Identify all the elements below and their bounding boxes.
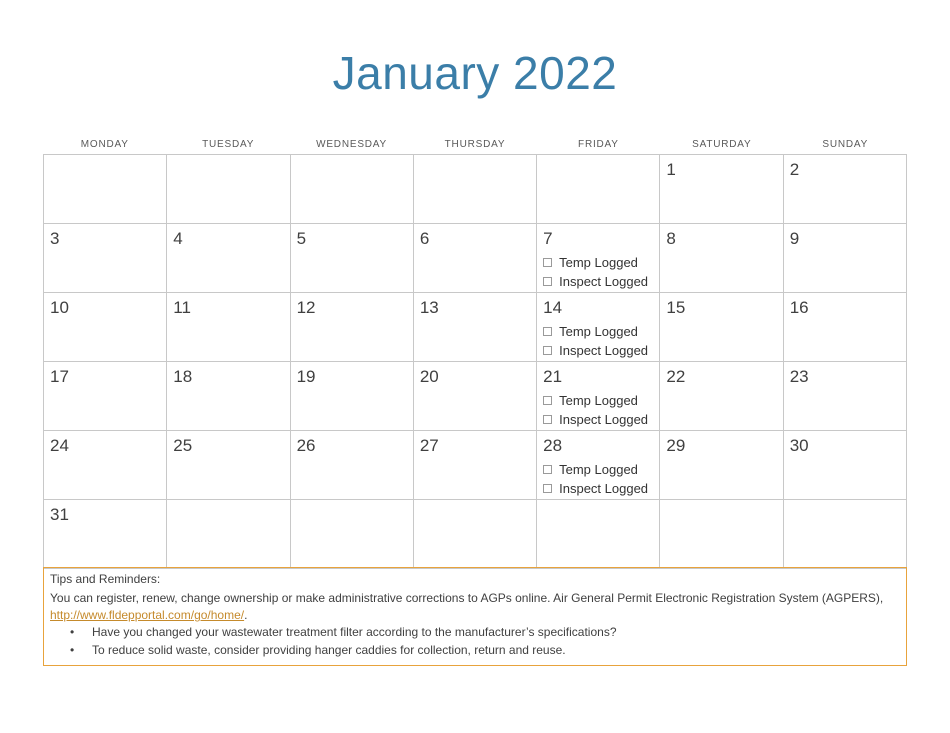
tip-text: To reduce solid waste, consider providing hanger caddies for collection, return and reuse. <box>92 643 566 657</box>
inspect-logged-label: Inspect Logged <box>559 274 649 289</box>
empty-day-cell <box>783 500 906 569</box>
day-number: 11 <box>173 298 191 317</box>
week-row <box>44 155 907 224</box>
week-row <box>44 500 907 569</box>
temp-logged-label: Temp Logged <box>559 255 638 270</box>
day-cell <box>44 362 167 431</box>
weekday-label: SATURDAY <box>692 139 752 150</box>
day-cell <box>167 293 290 362</box>
day-number: 6 <box>419 229 430 248</box>
day-cell <box>167 362 290 431</box>
day-cell <box>783 362 906 431</box>
inspect-logged-item[interactable] <box>543 410 648 429</box>
day-number: 18 <box>173 367 193 386</box>
day-cell <box>783 155 906 224</box>
week-row <box>44 293 907 362</box>
day-number: 31 <box>50 505 69 524</box>
day-cell <box>660 431 783 500</box>
log-checklist <box>543 322 648 360</box>
temp-logged-item[interactable] <box>543 460 648 479</box>
day-number: 8 <box>666 229 676 248</box>
day-cell <box>537 293 660 362</box>
checkbox-icon[interactable] <box>543 258 552 267</box>
tip-text: Have you changed your wastewater treatment filter according to the manufacturer’s specifications? <box>92 625 617 639</box>
tips-line-text: You can register, renew, change ownership or make administrative corrections to AGPs online. Air General Permit Electronic Registration System (AGPERS), <box>50 591 884 605</box>
day-number: 12 <box>296 298 316 317</box>
day-cell <box>783 431 906 500</box>
checkbox-icon[interactable] <box>543 415 552 424</box>
day-number: 27 <box>419 436 439 455</box>
empty-day-cell <box>290 500 413 569</box>
empty-day-cell <box>537 500 660 569</box>
week-row <box>44 431 907 500</box>
tips-link-suffix: . <box>244 608 248 622</box>
day-number: 14 <box>543 298 563 317</box>
day-cell <box>783 224 906 293</box>
temp-logged-item[interactable] <box>543 322 648 341</box>
week-row <box>44 224 907 293</box>
log-checklist <box>543 391 648 429</box>
temp-logged-item[interactable] <box>543 391 648 410</box>
day-number: 23 <box>789 367 809 386</box>
day-cell <box>290 293 413 362</box>
checkbox-icon[interactable] <box>543 277 552 286</box>
empty-day-cell <box>44 155 167 224</box>
inspect-logged-label: Inspect Logged <box>559 481 649 496</box>
day-cell <box>413 293 536 362</box>
day-number: 15 <box>666 298 686 317</box>
tips-box <box>43 567 907 666</box>
temp-logged-label: Temp Logged <box>559 324 638 339</box>
calendar-title: January 2022 <box>332 47 618 99</box>
temp-logged-label: Temp Logged <box>559 393 638 408</box>
checkbox-icon[interactable] <box>543 484 552 493</box>
weekday-label: WEDNESDAY <box>316 139 388 150</box>
day-number: 10 <box>50 298 69 317</box>
empty-day-cell <box>290 155 413 224</box>
day-number: 3 <box>50 229 60 248</box>
tips-text <box>50 590 900 624</box>
day-number: 24 <box>50 436 69 455</box>
day-cell <box>537 224 660 293</box>
temp-logged-label: Temp Logged <box>559 462 638 477</box>
day-cell <box>660 155 783 224</box>
bullet-icon: • <box>70 625 75 639</box>
day-cell <box>167 224 290 293</box>
day-cell <box>413 431 536 500</box>
weekday-label: SUNDAY <box>822 139 869 150</box>
day-cell <box>44 293 167 362</box>
day-cell <box>660 293 783 362</box>
inspect-logged-label: Inspect Logged <box>559 412 649 427</box>
checkbox-icon[interactable] <box>543 396 552 405</box>
weekday-label: THURSDAY <box>444 139 506 150</box>
agpers-link[interactable]: http://www.fldepportal.com/go/home/ <box>50 608 245 622</box>
day-cell <box>44 500 167 569</box>
day-number: 28 <box>543 436 563 455</box>
week-row <box>44 362 907 431</box>
empty-day-cell <box>167 500 290 569</box>
day-number: 13 <box>419 298 439 317</box>
day-number: 20 <box>419 367 439 386</box>
day-cell <box>660 224 783 293</box>
day-number: 21 <box>543 367 563 386</box>
day-number: 7 <box>543 229 553 248</box>
tips-list <box>70 623 617 659</box>
weekday-label: FRIDAY <box>578 139 619 150</box>
day-number: 1 <box>666 160 676 179</box>
bullet-icon: • <box>70 643 75 657</box>
empty-day-cell <box>660 500 783 569</box>
day-number: 17 <box>50 367 69 386</box>
day-number: 30 <box>789 436 809 455</box>
weekday-label: TUESDAY <box>202 139 255 150</box>
day-cell <box>290 362 413 431</box>
empty-day-cell <box>413 155 536 224</box>
day-cell <box>660 362 783 431</box>
weekday-label: MONDAY <box>80 139 129 150</box>
day-cell <box>167 431 290 500</box>
day-number: 5 <box>296 229 307 248</box>
day-cell <box>537 431 660 500</box>
inspect-logged-label: Inspect Logged <box>559 343 649 358</box>
inspect-logged-item[interactable] <box>543 341 648 360</box>
checkbox-icon[interactable] <box>543 327 552 336</box>
checkbox-icon[interactable] <box>543 346 552 355</box>
log-checklist <box>543 460 648 498</box>
calendar-grid <box>43 154 907 569</box>
empty-day-cell <box>167 155 290 224</box>
day-cell <box>290 431 413 500</box>
day-number: 26 <box>296 436 316 455</box>
day-number: 9 <box>789 229 800 248</box>
inspect-logged-item[interactable] <box>543 479 648 498</box>
day-number: 25 <box>173 436 193 455</box>
checkbox-icon[interactable] <box>543 465 552 474</box>
day-number: 22 <box>666 367 686 386</box>
empty-day-cell <box>537 155 660 224</box>
day-cell <box>290 224 413 293</box>
day-number: 16 <box>789 298 809 317</box>
day-cell <box>783 293 906 362</box>
day-cell <box>44 431 167 500</box>
day-number: 2 <box>789 160 800 179</box>
list-item <box>70 641 617 659</box>
empty-day-cell <box>413 500 536 569</box>
day-cell <box>537 362 660 431</box>
list-item <box>70 623 617 641</box>
day-cell <box>44 224 167 293</box>
day-cell <box>413 224 536 293</box>
tips-title: Tips and Reminders: <box>50 572 161 586</box>
weekday-header <box>43 139 907 150</box>
day-cell <box>413 362 536 431</box>
inspect-logged-item[interactable] <box>543 272 648 291</box>
day-number: 4 <box>173 229 183 248</box>
log-checklist <box>543 253 648 291</box>
day-number: 19 <box>296 367 316 386</box>
day-number: 29 <box>666 436 686 455</box>
temp-logged-item[interactable] <box>543 253 648 272</box>
